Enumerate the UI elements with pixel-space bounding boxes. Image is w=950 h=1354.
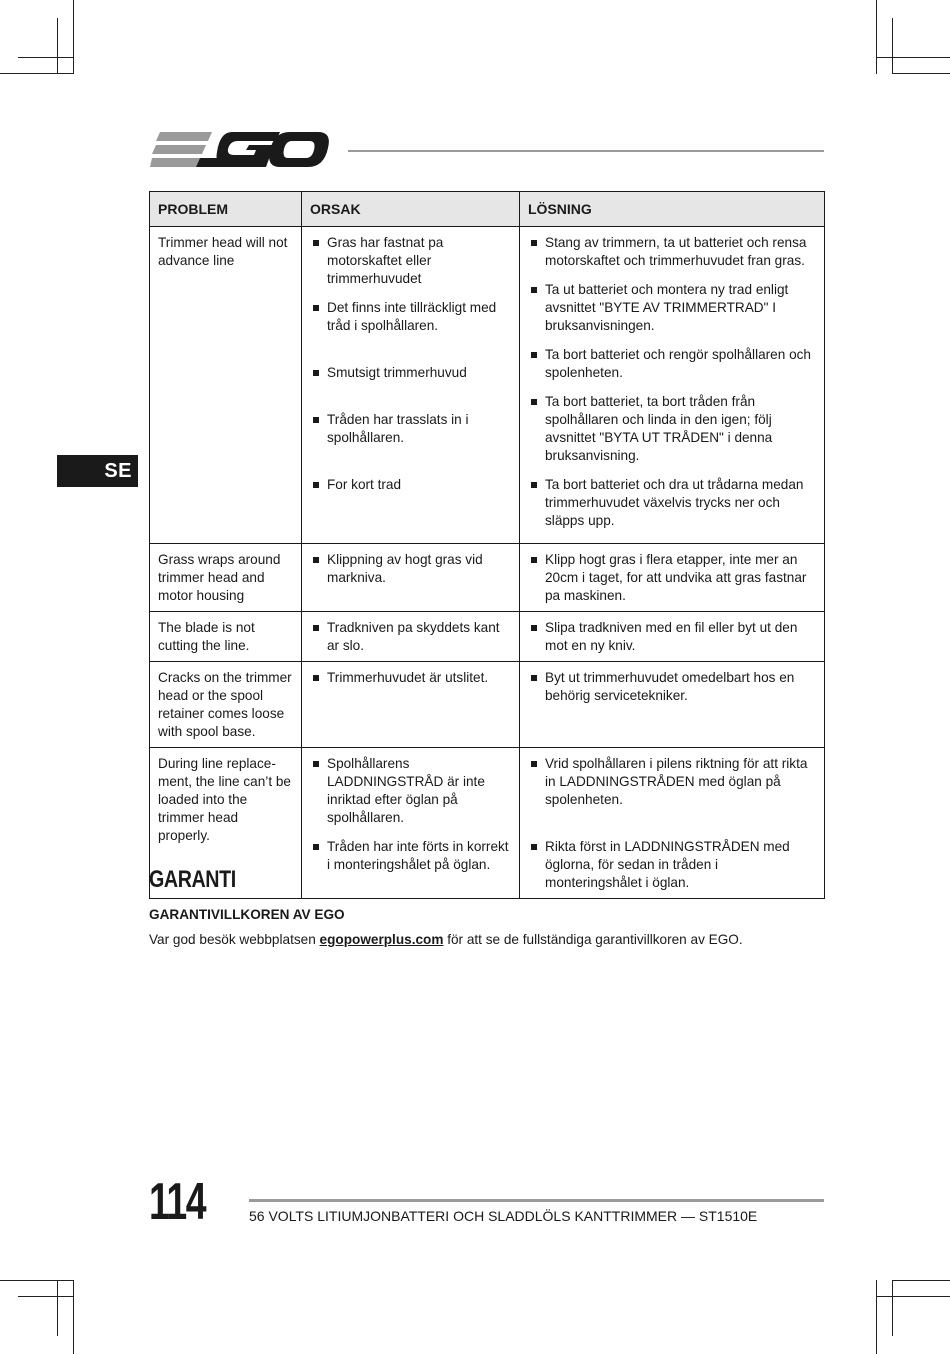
solution-item: Stang av trimmern, ta ut batteriet och rensa motorskaftet och trimmerhuvudet fran gras. <box>528 234 816 270</box>
problem-cell: During line replace-ment, the line can’t be loaded into the trimmer head properly. <box>150 748 302 899</box>
cause-item: Det finns inte tillräckligt med tråd i spolhållaren. <box>310 299 511 335</box>
solution-item: Ta bort batteriet och dra ut trådarna medan trimmerhuvudet växelvis trycks ner och släpps upp. <box>528 476 816 530</box>
header-cause: ORSAK <box>302 192 520 227</box>
crop-mark <box>876 1280 877 1354</box>
page-number: 114 <box>149 1173 206 1231</box>
header-problem: PROBLEM <box>150 192 302 227</box>
header-solution: LÖSNING <box>520 192 825 227</box>
cause-item: Klippning av hogt gras vid markniva. <box>310 551 511 587</box>
solution-item: Byt ut trimmerhuvudet omedelbart hos en behörig servicetekniker. <box>528 669 816 705</box>
crop-mark <box>876 1296 950 1297</box>
table-row <box>150 544 825 612</box>
cause-item: Gras har fastnat pa motorskaftet eller trimmerhuvudet <box>310 234 511 288</box>
solution-item: Vrid spolhållaren i pilens riktning för att rikta in LADDNINGSTRÅDEN med öglan på spolenheten. <box>528 755 816 809</box>
solution-item: Klipp hogt gras i flera etapper, inte mer an 20cm i taget, for att undvika att gras fastnar pa maskinen. <box>528 551 816 605</box>
solution-item: Ta ut batteriet och montera ny trad enligt avsnittet "BYTE AV TRIMMERTRAD" I bruksanvisningen. <box>528 281 816 335</box>
cause-item: Tråden har inte förts in korrekt i monteringshålet på öglan. <box>310 838 511 874</box>
table-header-row <box>150 192 825 227</box>
solution-item: Ta bort batteriet och rengör spolhållaren och spolenheten. <box>528 346 816 382</box>
troubleshooting-table <box>149 191 825 899</box>
cause-item: Trimmerhuvudet är utslitet. <box>310 669 511 687</box>
crop-mark <box>892 18 893 74</box>
crop-mark <box>73 0 74 74</box>
crop-mark <box>892 73 950 74</box>
warranty-text-after: för att se de fullständiga garantivillkoren av EGO. <box>443 932 743 947</box>
table-row <box>150 227 825 544</box>
crop-mark <box>876 0 877 74</box>
ego-logo-icon <box>150 128 330 172</box>
crop-mark <box>892 1280 950 1281</box>
warranty-text-before: Var god besök webbplatsen <box>149 932 320 947</box>
table-row <box>150 612 825 662</box>
problem-cell: Cracks on the trimmer head or the spool retainer comes loose with spool base. <box>150 662 302 748</box>
cause-cell <box>302 227 520 544</box>
footer-title: 56 VOLTS LITIUMJONBATTERI OCH SLADDLÖLS KANTTRIMMER — ST1510E <box>249 1208 758 1224</box>
crop-mark <box>0 73 74 74</box>
solution-cell <box>520 748 825 899</box>
solution-cell <box>520 227 825 544</box>
table-row <box>150 662 825 748</box>
cause-item: Tråden har trasslats in i spolhållaren. <box>310 411 511 447</box>
crop-mark <box>876 57 950 58</box>
crop-mark <box>57 1280 58 1336</box>
warranty-subtitle: GARANTIVILLKOREN AV EGO <box>149 907 345 922</box>
cause-cell <box>302 612 520 662</box>
footer-rule <box>249 1199 824 1202</box>
crop-mark <box>18 1296 74 1297</box>
cause-item: Tradkniven pa skyddets kant ar slo. <box>310 619 511 655</box>
table-row <box>150 748 825 899</box>
crop-mark <box>0 1280 74 1281</box>
language-tab: SE <box>57 455 138 487</box>
warranty-text <box>149 932 743 947</box>
cause-cell <box>302 748 520 899</box>
warranty-title: GARANTI <box>149 866 236 893</box>
crop-mark <box>892 1280 893 1336</box>
problem-cell: The blade is not cutting the line. <box>150 612 302 662</box>
cause-cell <box>302 662 520 748</box>
header-rule <box>348 150 824 152</box>
solution-item: Rikta först in LADDNINGSTRÅDEN med öglorna, för sedan in tråden i monteringshålet i öglan. <box>528 838 816 892</box>
solution-cell <box>520 612 825 662</box>
problem-cell: Trimmer head will not advance line <box>150 227 302 544</box>
solution-item: Slipa tradkniven med en fil eller byt ut den mot en ny kniv. <box>528 619 816 655</box>
crop-mark <box>73 1280 74 1354</box>
solution-cell <box>520 662 825 748</box>
cause-item: Spolhållarens LADDNINGSTRÅD är inte inriktad efter öglan på spolhållaren. <box>310 755 511 827</box>
cause-cell <box>302 544 520 612</box>
cause-item: Smutsigt trimmerhuvud <box>310 364 511 382</box>
cause-item: For kort trad <box>310 476 511 494</box>
problem-cell: Grass wraps around trimmer head and motor housing <box>150 544 302 612</box>
solution-item: Ta bort batteriet, ta bort tråden från spolhållaren och linda in den igen; följ avsnittet "BYTA UT TRÅDEN" i denna bruksanvisning. <box>528 393 816 465</box>
solution-cell <box>520 544 825 612</box>
crop-mark <box>57 18 58 74</box>
warranty-link[interactable]: egopowerplus.com <box>319 932 444 947</box>
crop-mark <box>18 57 74 58</box>
